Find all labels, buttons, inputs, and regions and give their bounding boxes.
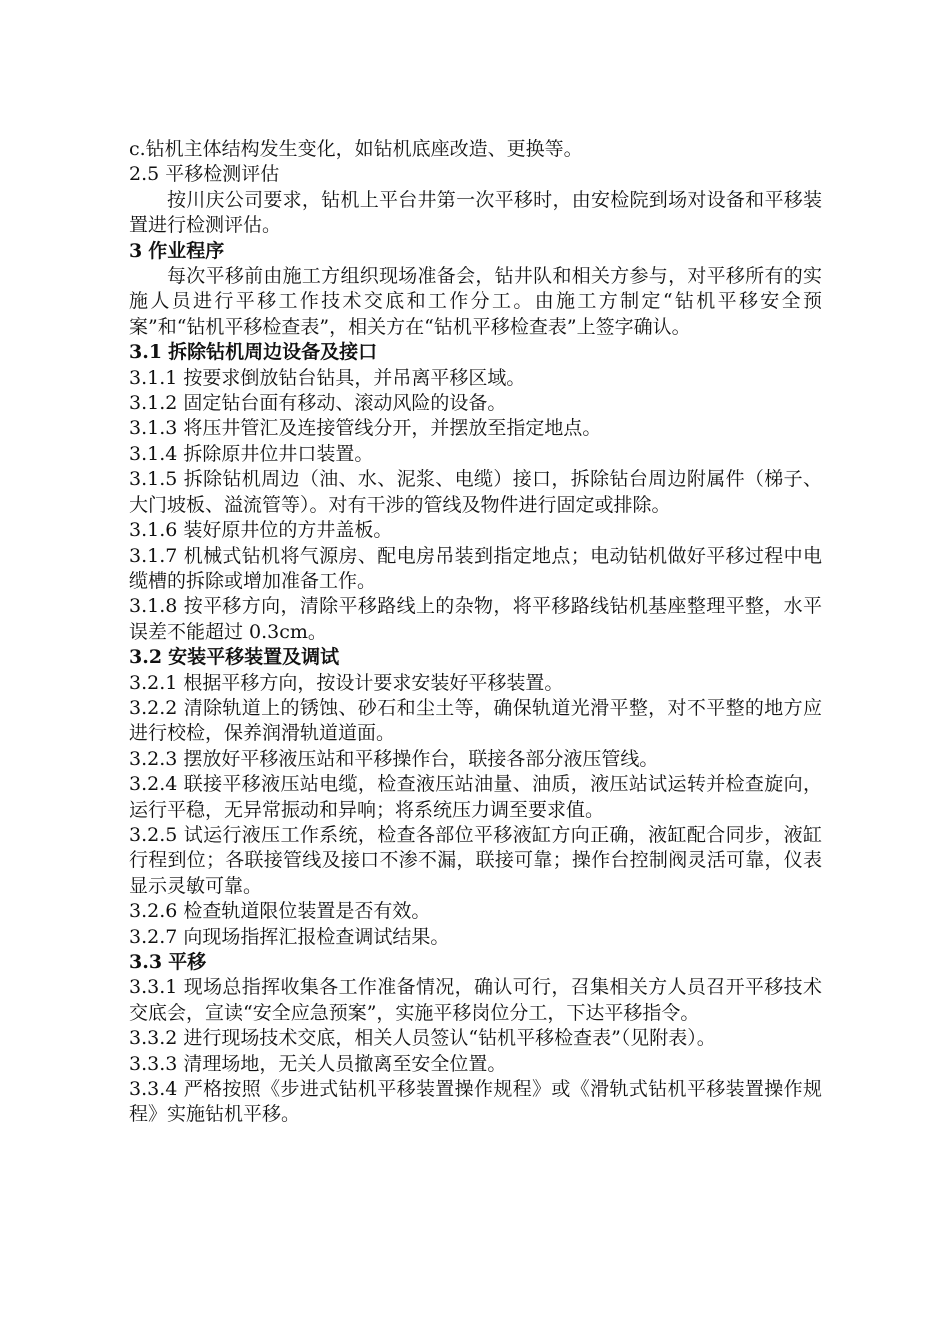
item-number: 3.1.5 [129, 468, 178, 491]
numbered-item [129, 518, 822, 543]
numbered-item [129, 391, 822, 416]
numbered-item [129, 416, 822, 441]
item-number: 3.2 [129, 646, 163, 669]
item-number: 3.3 [129, 951, 163, 973]
item-number: 2.5 [129, 163, 160, 186]
section-heading [129, 950, 822, 975]
numbered-item [129, 1077, 822, 1128]
paragraph-text: 平移检测评估 [165, 163, 280, 186]
paragraph-text: 作业程序 [148, 239, 225, 262]
paragraph-text: 严格按照《步进式钻机平移装置操作规程》或《滑轨式钻机平移装置操作规程》实施钻机平移。 [129, 1078, 822, 1126]
paragraph-text: 机械式钻机将气源房、配电房吊装到指定地点；电动钻机做好平移过程中电缆槽的拆除或增加准备工作。 [129, 544, 822, 592]
item-number: 3 [129, 239, 143, 262]
document-body [129, 137, 822, 1128]
item-number: 3.1.2 [129, 392, 178, 415]
paragraph-text: 拆除钻机周边（油、水、泥浆、电缆）接口，拆除钻台周边附属件（梯子、大门坡板、溢流管等）。对有干涉的管线及物件进行固定或排除。 [129, 468, 822, 516]
section-heading [129, 239, 822, 264]
paragraph-text: 现场总指挥收集各工作准备情况，确认可行，召集相关方人员召开平移技术交底会，宣读“安全应急预案”，实施平移岗位分工，下达平移指令。 [129, 976, 822, 1024]
paragraph-text: 根据平移方向，按设计要求安装好平移装置。 [183, 671, 564, 694]
item-number: 3.1.3 [129, 417, 178, 440]
paragraph-text: 按川庆公司要求，钻机上平台井第一次平移时，由安检院到场对设备和平移装置进行检测评估。 [129, 188, 822, 237]
item-number: 3.3.1 [129, 976, 178, 999]
item-number: 3.1 [129, 341, 163, 364]
paragraph-text: 检查轨道限位装置是否有效。 [183, 900, 431, 923]
paragraph-text: 拆除钻机周边设备及接口 [168, 341, 378, 364]
item-number: 3.3.2 [129, 1027, 178, 1050]
numbered-item [129, 544, 822, 595]
numbered-item [129, 747, 822, 772]
paragraph-text: 清除轨道上的锈蚀、砂石和尘土等，确保轨道光滑平整，对不平整的地方应进行校检，保养润滑轨道道面。 [129, 696, 822, 745]
numbered-item [129, 899, 822, 924]
numbered-item [129, 442, 822, 467]
numbered-item [129, 1052, 822, 1077]
item-number: 3.1.7 [129, 544, 178, 567]
body-paragraph [129, 264, 822, 340]
body-paragraph [129, 188, 822, 239]
numbered-item [129, 925, 822, 950]
paragraph-text: 安装平移装置及调试 [168, 646, 340, 669]
numbered-item [129, 975, 822, 1026]
paragraph-text: c.钻机主体结构发生变化，如钻机底座改造、更换等。 [129, 138, 583, 160]
numbered-item [129, 696, 822, 747]
item-number: 3.2.7 [129, 925, 178, 948]
item-number: 3.3.4 [129, 1078, 178, 1101]
paragraph-text: 联接平移液压站电缆，检查液压站油量、油质，液压站试运转并检查旋向，运行平稳，无异常振动和异响；将系统压力调至要求值。 [129, 773, 822, 821]
paragraph-text: 装好原井位的方井盖板。 [183, 519, 393, 542]
paragraph-text: 清理场地，无关人员撤离至安全位置。 [183, 1052, 507, 1075]
item-number: 3.2.5 [129, 823, 178, 846]
item-number: 3.1.4 [129, 442, 178, 465]
paragraph-text: 摆放好平移液压站和平移操作台，联接各部分液压管线。 [183, 747, 659, 770]
paragraph-text: 试运行液压工作系统，检查各部位平移液缸方向正确，液缸配合同步，液缸行程到位；各联接管线及接口不渗不漏，联接可靠；操作台控制阀灵活可靠，仪表显示灵敏可靠。 [129, 823, 822, 897]
item-number: 3.3.3 [129, 1052, 178, 1075]
item-number: 3.2.1 [129, 671, 178, 694]
item-number: 3.2.3 [129, 747, 178, 770]
item-number: 3.1.6 [129, 519, 178, 542]
section-heading [129, 645, 822, 670]
paragraph-text: 每次平移前由施工方组织现场准备会，钻井队和相关方参与，对平移所有的实施人员进行平移工作技术交底和工作分工。由施工方制定“钻机平移安全预案”和“钻机平移检查表”，相关方在“钻机平移检查表”上签字确认。 [129, 265, 822, 338]
paragraph-text: 向现场指挥汇报检查调试结果。 [183, 925, 450, 948]
numbered-item [129, 772, 822, 823]
paragraph-text: 将压井管汇及连接管线分开，并摆放至指定地点。 [183, 417, 602, 440]
numbered-item [129, 1026, 822, 1051]
paragraph-text: 固定钻台面有移动、滚动风险的设备。 [183, 392, 507, 415]
item-number: 3.2.2 [129, 696, 178, 719]
paragraph-text: 拆除原井位井口装置。 [183, 442, 374, 465]
numbered-item [129, 366, 822, 391]
item-number: 3.1.1 [129, 366, 178, 389]
paragraph-text: 按平移方向，清除平移路线上的杂物，将平移路线钻机基座整理平整，水平误差不能超过 0.3cm。 [129, 595, 822, 643]
list-item [129, 137, 822, 162]
numbered-item [129, 823, 822, 899]
item-number: 3.1.8 [129, 595, 178, 618]
paragraph-text: 平移 [168, 951, 207, 973]
paragraph-text: 进行现场技术交底，相关人员签认“钻机平移检查表”（见附表）。 [183, 1027, 716, 1050]
section-heading [129, 162, 822, 187]
numbered-item [129, 671, 822, 696]
numbered-item [129, 594, 822, 645]
item-number: 3.2.6 [129, 900, 178, 923]
section-heading [129, 340, 822, 365]
numbered-item [129, 467, 822, 518]
item-number: 3.2.4 [129, 773, 178, 796]
paragraph-text: 按要求倒放钻台钻具，并吊离平移区域。 [183, 366, 526, 389]
